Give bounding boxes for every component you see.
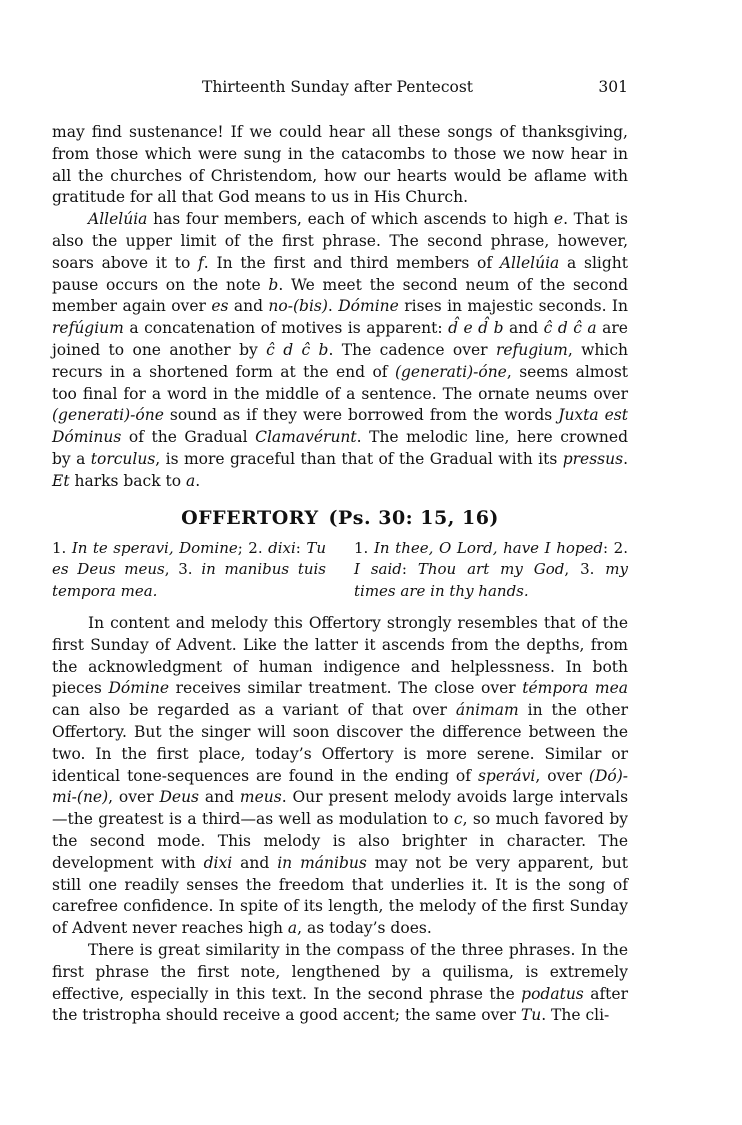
page-number: 301 <box>598 78 628 96</box>
section-heading <box>52 504 628 532</box>
paragraph-commentary: In content and melody this Offertory strongly resembles that of the first Sunday of Advent. Like the latter it ascends from the depths, from the acknowledgment of human indigence and helplessness. In both pieces Dómine receives similar treatment. The close over témpora mea can also be regarded as a variant of that over ánimam in the other Offertory. But the singer will soon discover the difference between the two. In the first place, today’s Offertory is more serene. Similar or identical tone-sequences are found in the ending of sperávi, over (Dó)-mi-(ne), over Deus and meus. Our present melody avoids large intervals—the greatest is a third—as well as modulation to c, so much favored by the second mode. This melody is also brighter in character. The development with dixi and in mánibus may not be very apparent, but still one readily senses the freedom that underlies it. It is the song of carefree confidence. In spite of its length, the melody of the first Sunday of Advent never reaches high a, as today’s does. <box>52 614 629 938</box>
body-text <box>52 122 628 1027</box>
running-title: Thirteenth Sunday after Pentecost <box>202 78 474 96</box>
english-translation: 1. In thee, O Lord, have I hoped: 2. I said: Thou art my God, 3. my times are in thy hands. <box>354 538 628 600</box>
latin-text: 1. In te speravi, Domine; 2. dixi: Tu es Deus meus, 3. in manibus tuis tempora mea. <box>52 538 326 600</box>
chant-text-columns <box>52 538 628 603</box>
paragraph-alleluia: Allelúia has four members, each of which ascends to high e. That is also the upper limit of the first phrase. The second phrase, however, soars above it to f. In the first and third members of Allelúia a slight pause occurs on the note b. We meet the second neum of the second member again over es and no-(bis). Dómine rises in majestic seconds. In refúgium a concatenation of motives is apparent: d̂ e d̂ b and ĉ d ĉ a are joined to one another by ĉ d ĉ b. The cadence over refugium, which recurs in a shortened form at the end of (generati)-óne, seems almost too final for a word in the middle of a sentence. The ornate neums over (generati)-óne sound as if they were borrowed from the words Juxta est Dóminus of the Gradual Clamavérunt. The melodic line, here crowned by a torculus, is more graceful than that of the Gradual with its pressus. Et harks back to a. <box>52 210 629 490</box>
paragraph-compass: There is great similarity in the compass of the three phrases. In the first phrase the first note, lengthened by a quilisma, is extremely effective, especially in this text. In the second phrase the podatus after the tristropha should receive a good accent; the same over Tu. The cli- <box>52 941 628 1025</box>
section-reference: (Ps. 30: 15, 16) <box>328 506 499 529</box>
paragraph-continuation: may find sustenance! If we could hear all these songs of thanksgiving, from those which were sung in the catacombs to those we now hear in all the churches of Christendom, how our hearts would be aflame with gratitude for all that God means to us in His Church. <box>52 123 628 207</box>
section-title: OFFERTORY <box>181 506 319 529</box>
